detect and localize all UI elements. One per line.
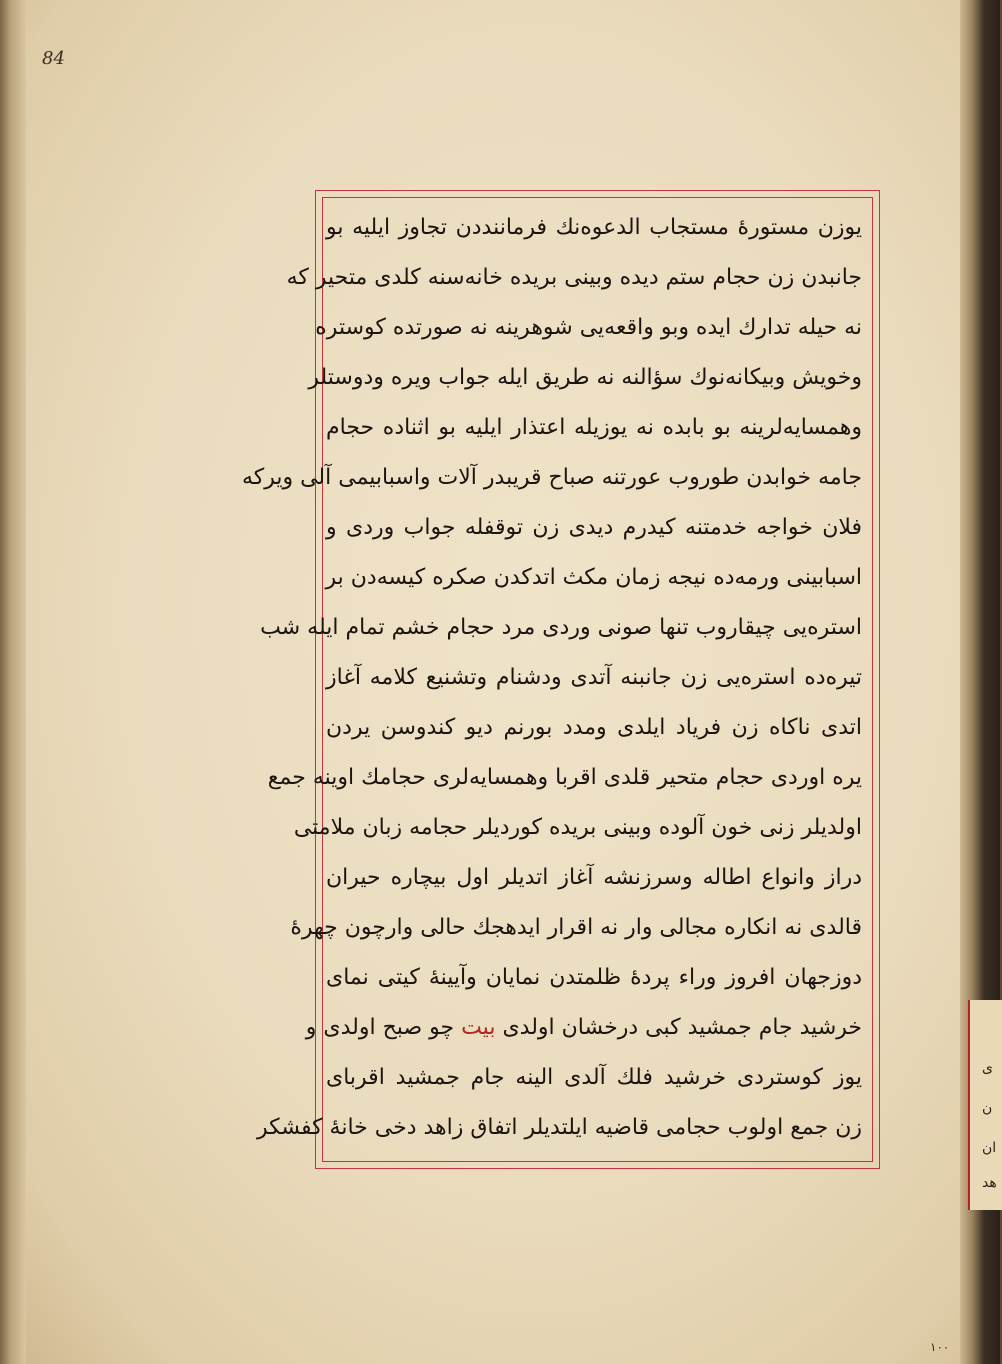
adjacent-leaf-glyph: هد xyxy=(982,1175,997,1191)
text-line: وهمسایه‌لرینه بو بابده نه یوزیله اعتذار ایلیه بو اثناده حجام xyxy=(326,415,862,440)
text-line: اسبابینی ورمه‌ده نیجه زمان مكث اتدكدن صكره كیسه‌دن بر xyxy=(325,565,862,590)
text-line: اولدیلر زنی خون آلوده وبینی بریده كوردیلر حجامه زبان ملامتی xyxy=(293,815,862,840)
text-line: قالدی نه انكاره مجالی وار نه اقرار ایدهجك حالی وارچون چهرهٔ xyxy=(290,915,862,940)
text-line: جانبدن زن حجام ستم دیده وبینی بریده خانه‌سنه كلدی متحیر كه xyxy=(286,265,862,290)
binding-gutter xyxy=(0,0,26,1364)
text-line: اتدی ناكاه زن فریاد ایلدی ومدد بورنم دیو كندوسن یردن xyxy=(326,715,862,740)
bottom-mark: ١٠٠ xyxy=(930,1340,950,1354)
text-line: یوزن مستورهٔ مستجاب الدعوه‌نك فرماننددن تجاوز ایلیه بو xyxy=(326,215,862,240)
text-line-head: خرشید جام جمشید كبی درخشان اولدی xyxy=(502,1015,862,1040)
text-line: جامه خوابدن طوروب عورتنه صباح قریبدر آلات واسبابیمی آلی ویركه xyxy=(241,465,862,490)
adjacent-leaf-glyph: ان xyxy=(982,1140,997,1156)
text-line: تیره‌ده استره‌یی زن جانبنه آتدی ودشنام وتشنیع كلامه آغاز xyxy=(326,665,862,690)
text-line: یوز كوستردی خرشید فلك آلدی الینه جام جمشید اقربای xyxy=(326,1065,862,1090)
rubric-beyt: بیت xyxy=(461,1015,496,1040)
adjacent-leaf-glyph: ی xyxy=(982,1060,993,1076)
text-line: دوزجهان افروز وراء پردهٔ ظلمتدن نمایان وآیینهٔ كیتی نمای xyxy=(326,965,862,990)
text-line: دراز وانواع اطاله وسرزنشه آغاز اتدیلر اول بیچاره حیران xyxy=(326,865,862,890)
adjacent-leaf xyxy=(968,1000,1002,1210)
text-line: نه حیله تدارك ایده وبو واقعه‌یی شوهرینه نه صورتده كوستره xyxy=(315,315,862,340)
text-line: یره اوردی حجام متحیر قلدی اقربا وهمسایه‌لری حجامك اوینه جمع xyxy=(267,765,862,790)
adjacent-leaf-glyph: ن xyxy=(982,1100,993,1116)
text-line-tail: چو صبح اولدی و xyxy=(305,1015,455,1040)
text-line: استره‌یی چیقاروب تنها صونی وردی مرد حجام خشم تمام ایله شب xyxy=(260,615,862,640)
text-block xyxy=(241,204,862,1152)
text-line: وخویش وبیكانه‌نوك سؤالنه نه طریق ایله جواب ویره ودوستلر xyxy=(308,365,862,390)
text-line: فلان خواجه خدمتنه كیدرم دیدی زن توقفله جواب وردی و xyxy=(326,515,862,540)
text-line: زن جمع اولوب حجامی قاضیه ایلتدیلر اتفاق زاهد دخی خانهٔ كفشكر xyxy=(257,1115,862,1140)
page-number: 84 xyxy=(42,48,65,69)
text-line-with-rubric xyxy=(305,1004,862,1052)
